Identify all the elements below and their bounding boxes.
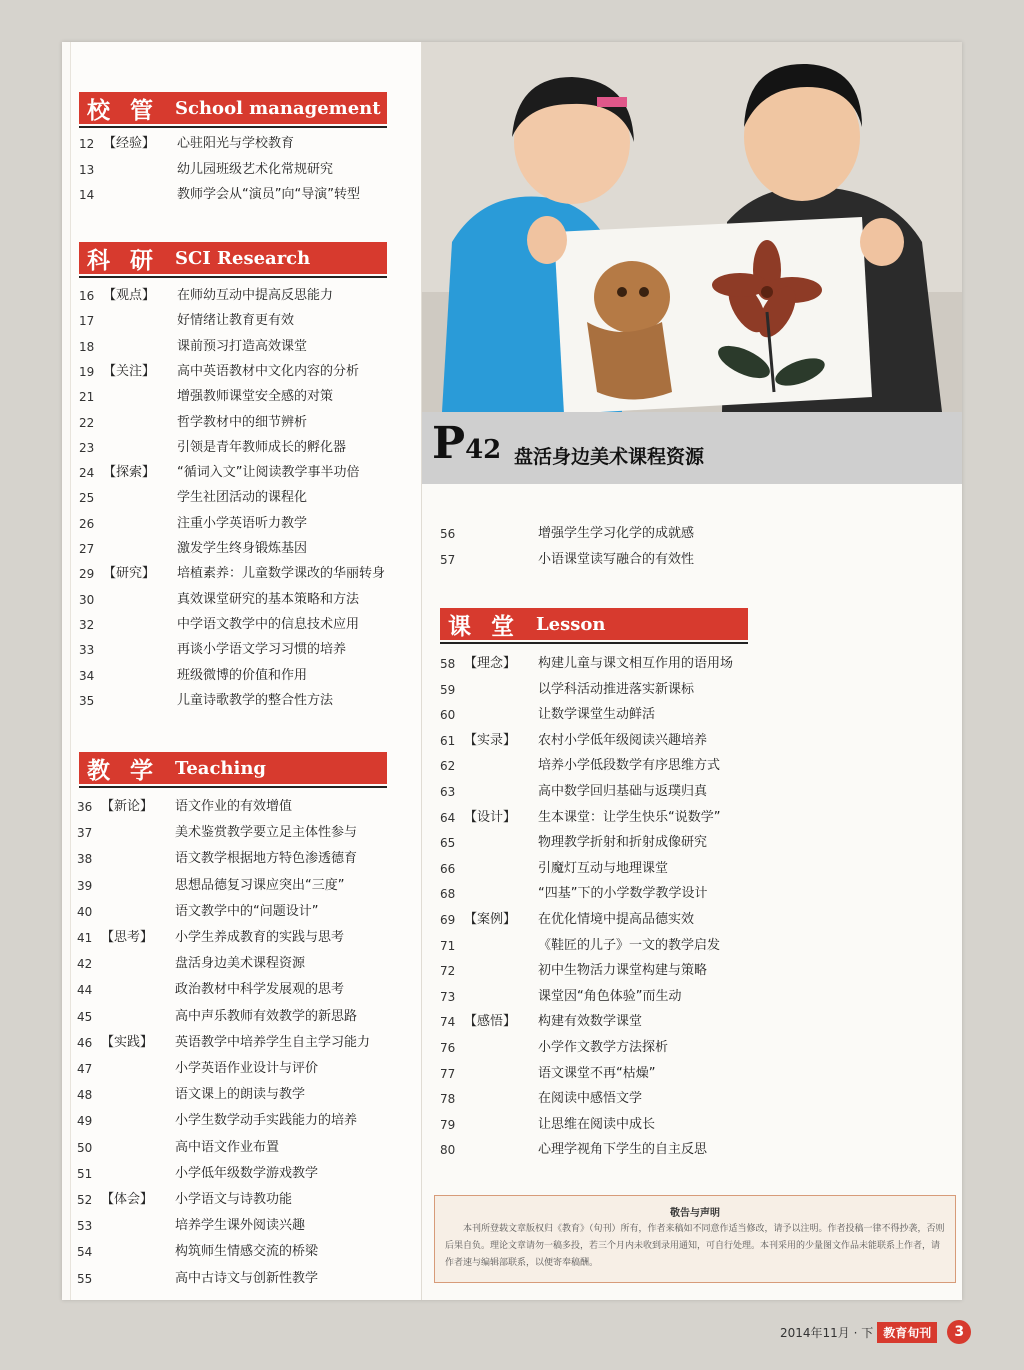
section-title-en: School management [175, 97, 381, 119]
toc-article-title: 语文教学根据地方特色渗透德育 [175, 851, 358, 867]
toc-entry [79, 488, 399, 508]
toc-article-title: 高中古诗文与创新性教学 [175, 1270, 319, 1286]
toc-article-title: 盘活身边美术课程资源 [175, 956, 306, 972]
toc-article-title: 高中数学回归基础与返璞归真 [538, 784, 708, 799]
toc-article-title: 高中语文作业布置 [175, 1139, 280, 1155]
toc-article-title: 语文课上的朗读与教学 [175, 1087, 306, 1103]
toc-page-number: 30 [79, 592, 95, 607]
toc-category-tag: 【新论】 [101, 799, 154, 814]
toc-page-number: 61 [440, 733, 456, 748]
toc-page-number: 25 [79, 491, 95, 506]
toc-page-number: 47 [77, 1062, 93, 1076]
toc-article-title: 培养小学低段数学有序思维方式 [538, 758, 721, 774]
toc-page-number: 57 [440, 552, 456, 567]
notice-body: 本刊所登载文章版权归《教育》（旬刊）所有，作者来稿如不同意作适当修改，请予以注明。作者投稿一律不得抄袭，否则后果自负。理论文章请勿一稿多投，若三个月内未收到录用通知，可自行处理。本刊采用的少量图文作品未能联系上作者，请作者速与编辑部联系，以便寄奉稿酬。 [445, 1224, 945, 1268]
toc-entry [77, 1216, 397, 1236]
toc-page-number: 35 [79, 693, 95, 708]
toc-entry [79, 311, 399, 331]
toc-page-number: 62 [440, 759, 456, 774]
toc-entry [79, 463, 399, 483]
right-column [422, 42, 962, 1300]
toc-article-title: 中学语文教学中的信息技术应用 [177, 616, 360, 632]
toc-category-tag: 【探索】 [103, 465, 156, 481]
toc-article-title: 培植素养：儿童数学课改的华丽转身 [177, 566, 386, 582]
toc-page-number: 12 [79, 137, 95, 151]
toc-page-number: 80 [440, 1143, 456, 1158]
toc-page-number: 55 [77, 1271, 93, 1286]
toc-entry [440, 1012, 760, 1032]
toc-entry [440, 833, 760, 853]
toc-article-title: 思想品德复习课应突出“三度” [175, 877, 345, 893]
toc-article-title: 让思维在阅读中成长 [538, 1116, 656, 1132]
toc-entry [440, 1038, 760, 1058]
toc-page-number: 32 [79, 617, 95, 632]
toc-page-number: 19 [79, 364, 95, 379]
toc-article-title: 让数学课堂生动鲜活 [538, 707, 656, 723]
toc-entry [79, 286, 399, 306]
toc-page-number: 37 [77, 826, 93, 841]
magazine-page [62, 42, 962, 1300]
toc-entry [77, 797, 397, 817]
toc-article-title: 农村小学低年级阅读兴趣培养 [538, 732, 708, 748]
toc-entry [79, 691, 399, 711]
toc-entry [77, 823, 397, 843]
toc-page-number: 39 [77, 878, 93, 893]
toc-entry [77, 1059, 397, 1079]
toc-page-number: 16 [79, 289, 95, 303]
toc-page-number: 79 [440, 1117, 456, 1132]
section-header-research [79, 242, 387, 278]
toc-entry [77, 928, 397, 948]
toc-page-number: 27 [79, 542, 95, 556]
issue-date: 2014年11月 · 下 [780, 1325, 874, 1340]
toc-page-number: 17 [79, 314, 95, 329]
toc-article-title: 再谈小学语文学习习惯的培养 [177, 642, 347, 658]
toc-article-title: 语文课堂不再“枯燥” [538, 1065, 656, 1081]
toc-article-title: 英语教学中培养学生自主学习能力 [175, 1034, 371, 1050]
toc-entry [77, 1007, 397, 1027]
toc-article-title: 哲学教材中的细节辨析 [177, 414, 308, 430]
toc-entry [77, 1138, 397, 1158]
toc-entry [440, 1115, 760, 1135]
toc-article-title: 生本课堂：让学生快乐“说数学” [538, 809, 721, 825]
toc-entry [77, 902, 397, 922]
toc-entry [77, 849, 397, 869]
toc-entry [440, 1140, 760, 1160]
toc-article-title: 物理教学折射和折射成像研究 [538, 835, 708, 851]
toc-entry [79, 615, 399, 635]
feature-title: 盘活身边美术课程资源 [514, 446, 705, 468]
toc-article-title: 引领是青年教师成长的孵化器 [177, 439, 347, 455]
toc-entry [79, 362, 399, 382]
toc-entry [440, 756, 760, 776]
section-title-cn: 科 研 [87, 246, 160, 274]
toc-entry [440, 936, 760, 956]
toc-page-number: 72 [440, 964, 456, 979]
toc-page-number: 24 [79, 466, 95, 481]
toc-article-title: 增强教师课堂安全感的对策 [177, 389, 334, 405]
toc-article-title: 班级微博的价值和作用 [177, 667, 308, 683]
toc-entry [79, 438, 399, 458]
toc-page-number: 21 [79, 390, 95, 405]
toc-article-title: 高中声乐教师有效教学的新思路 [175, 1008, 358, 1024]
toc-page-number: 78 [440, 1092, 456, 1107]
toc-page-number: 65 [440, 836, 456, 851]
toc-entry [440, 782, 760, 802]
toc-page-number: 13 [79, 162, 95, 177]
toc-page-number: 58 [440, 657, 456, 671]
toc-page-number: 76 [440, 1041, 456, 1055]
toc-entry [440, 731, 760, 751]
toc-entry [77, 1269, 397, 1289]
toc-entry [79, 590, 399, 610]
toc-page-number: 60 [440, 708, 456, 723]
toc-page-number: 42 [77, 957, 93, 972]
toc-article-title: “循词入文”让阅读教学事半功倍 [177, 465, 360, 481]
section-title-cn: 校 管 [87, 96, 160, 124]
toc-page-number: 45 [77, 1009, 93, 1024]
toc-entry [440, 1089, 760, 1109]
toc-entry [440, 884, 760, 904]
toc-article-title: 激发学生终身锻炼基因 [177, 541, 308, 556]
toc-entry [77, 1190, 397, 1210]
toc-page-number: 29 [79, 567, 95, 582]
toc-page-number: 36 [77, 800, 93, 814]
toc-article-title: 在师幼互动中提高反思能力 [177, 288, 334, 303]
toc-article-title: 语文教学中的“问题设计” [175, 903, 319, 919]
toc-page-number: 71 [440, 938, 456, 953]
section-header-school [79, 92, 387, 128]
feature-page-number: P42 [432, 418, 502, 469]
toc-page-number: 66 [440, 861, 456, 876]
toc-entry [79, 514, 399, 534]
toc-category-tag: 【关注】 [103, 363, 156, 379]
toc-page-number: 26 [79, 516, 95, 531]
toc-entry [440, 1064, 760, 1084]
toc-page-number: 59 [440, 682, 456, 697]
toc-article-title: 语文作业的有效增值 [175, 799, 293, 814]
toc-article-title: 课前预习打造高效课堂 [177, 338, 308, 354]
toc-category-tag: 【设计】 [464, 809, 517, 825]
toc-entry [440, 961, 760, 981]
toc-entry [440, 987, 760, 1007]
toc-entry [440, 524, 760, 544]
toc-article-title: 小语课堂读写融合的有效性 [538, 551, 695, 567]
toc-article-title: 小学语文与诗教功能 [175, 1192, 293, 1207]
toc-entry [79, 337, 399, 357]
toc-page-number: 74 [440, 1015, 456, 1030]
toc-page-number: 14 [79, 188, 95, 202]
toc-article-title: 构筑师生情感交流的桥梁 [175, 1244, 319, 1260]
toc-entry [77, 1164, 397, 1184]
section-header-teaching [79, 752, 387, 788]
toc-article-title: 心驻阳光与学校教育 [177, 136, 295, 151]
toc-category-tag: 【实录】 [464, 732, 517, 748]
toc-article-title: 幼儿园班级艺术化常规研究 [177, 161, 334, 177]
toc-entry [79, 160, 399, 180]
toc-article-title: 小学英语作业设计与评价 [175, 1061, 319, 1076]
toc-category-tag: 【研究】 [103, 566, 156, 582]
toc-entry [77, 1033, 397, 1053]
children-with-leaf-art-image [422, 42, 962, 412]
toc-category-tag: 【观点】 [103, 288, 156, 303]
toc-category-tag: 【理念】 [464, 656, 517, 671]
toc-article-title: 课堂因“角色体验”而生动 [538, 988, 682, 1004]
toc-entry [79, 134, 399, 154]
toc-page-number: 68 [440, 887, 456, 902]
section-title-en: SCI Research [175, 247, 311, 269]
toc-page-number: 51 [77, 1166, 93, 1181]
toc-entry [77, 876, 397, 896]
toc-page-number: 33 [79, 643, 95, 658]
toc-article-title: 在优化情境中提高品德实效 [538, 912, 695, 927]
feature-caption [422, 412, 962, 484]
toc-page-number: 50 [77, 1140, 93, 1155]
toc-entry [79, 539, 399, 559]
notice-box [434, 1195, 956, 1283]
toc-category-tag: 【体会】 [101, 1192, 154, 1207]
toc-entry [79, 387, 399, 407]
toc-entry [440, 654, 760, 674]
toc-article-title: 学生社团活动的课程化 [177, 490, 308, 506]
toc-page-number: 44 [77, 983, 93, 998]
toc-page-number: 49 [77, 1114, 93, 1129]
toc-article-title: 小学低年级数学游戏教学 [175, 1165, 319, 1181]
toc-article-title: 《鞋匠的儿子》一文的教学启发 [538, 937, 721, 953]
toc-article-title: 注重小学英语听力教学 [177, 515, 308, 531]
toc-page-number: 22 [79, 415, 95, 430]
toc-article-title: 小学作文教学方法探析 [538, 1040, 669, 1055]
toc-article-title: 美术鉴赏教学要立足主体性参与 [175, 825, 358, 841]
toc-page-number: 40 [77, 904, 93, 919]
left-column [70, 42, 422, 1300]
page-footer [780, 1320, 971, 1344]
toc-category-tag: 【感悟】 [464, 1014, 517, 1030]
section-header-lesson [440, 608, 748, 644]
section-title-cn: 课 堂 [448, 612, 521, 640]
toc-entry [77, 1085, 397, 1105]
magazine-name: 教育旬刊 [877, 1322, 937, 1343]
toc-page-number: 41 [77, 931, 93, 945]
toc-entry [440, 550, 760, 570]
toc-article-title: 增强学生学习化学的成就感 [538, 526, 695, 541]
toc-page-number: 53 [77, 1219, 93, 1234]
toc-article-title: “四基”下的小学数学教学设计 [538, 886, 708, 902]
toc-entry [79, 666, 399, 686]
toc-entry [440, 808, 760, 828]
toc-page-number: 63 [440, 785, 456, 799]
toc-entry [440, 680, 760, 700]
toc-article-title: 高中英语教材中文化内容的分析 [177, 363, 360, 379]
section-title-en: Lesson [536, 613, 606, 635]
toc-article-title: 以学科活动推进落实新课标 [538, 681, 695, 697]
toc-entry [77, 980, 397, 1000]
toc-article-title: 教师学会从“演员”向“导演”转型 [177, 187, 360, 202]
toc-article-title: 儿童诗歌教学的整合性方法 [177, 692, 334, 708]
toc-page-number: 48 [77, 1088, 93, 1103]
toc-article-title: 政治教材中科学发展观的思考 [175, 982, 345, 998]
toc-page-number: 77 [440, 1066, 456, 1081]
toc-article-title: 引魔灯互动与地理课堂 [538, 860, 669, 876]
toc-article-title: 心理学视角下学生的自主反思 [538, 1142, 708, 1158]
toc-entry [440, 705, 760, 725]
toc-page-number: 54 [77, 1245, 93, 1260]
page-number: 3 [947, 1320, 971, 1344]
toc-page-number: 34 [79, 668, 95, 683]
toc-entry [77, 954, 397, 974]
toc-category-tag: 【经验】 [103, 136, 156, 151]
toc-article-title: 培养学生课外阅读兴趣 [175, 1218, 306, 1234]
toc-entry [77, 1111, 397, 1131]
toc-category-tag: 【实践】 [101, 1034, 154, 1050]
toc-category-tag: 【思考】 [101, 930, 154, 945]
toc-entry [79, 185, 399, 205]
section-title-en: Teaching [175, 757, 267, 779]
toc-entry [79, 413, 399, 433]
toc-article-title: 小学生数学动手实践能力的培养 [175, 1113, 358, 1129]
toc-article-title: 小学生养成教育的实践与思考 [175, 930, 345, 945]
toc-entry [440, 910, 760, 930]
toc-article-title: 构建儿童与课文相互作用的语用场 [538, 656, 734, 671]
toc-category-tag: 【案例】 [464, 912, 517, 927]
toc-entry [77, 1242, 397, 1262]
toc-article-title: 初中生物活力课堂构建与策略 [538, 963, 708, 979]
toc-page-number: 18 [79, 339, 95, 354]
toc-page-number: 64 [440, 810, 456, 825]
toc-entry [79, 640, 399, 660]
toc-page-number: 56 [440, 527, 456, 541]
toc-page-number: 69 [440, 913, 456, 927]
toc-page-number: 52 [77, 1193, 93, 1207]
feature-photo [422, 42, 962, 412]
toc-page-number: 46 [77, 1035, 93, 1050]
toc-article-title: 好情绪让教育更有效 [177, 313, 295, 329]
toc-article-title: 构建有效数学课堂 [538, 1014, 643, 1030]
toc-article-title: 在阅读中感悟文学 [538, 1091, 643, 1107]
notice-title: 敬告与声明 [670, 1208, 720, 1219]
toc-page-number: 38 [77, 852, 93, 867]
section-title-cn: 教 学 [87, 756, 160, 784]
toc-article-title: 真效课堂研究的基本策略和方法 [177, 591, 360, 607]
toc-page-number: 23 [79, 440, 95, 455]
toc-entry [79, 564, 399, 584]
toc-entry [440, 859, 760, 879]
toc-page-number: 73 [440, 989, 456, 1004]
